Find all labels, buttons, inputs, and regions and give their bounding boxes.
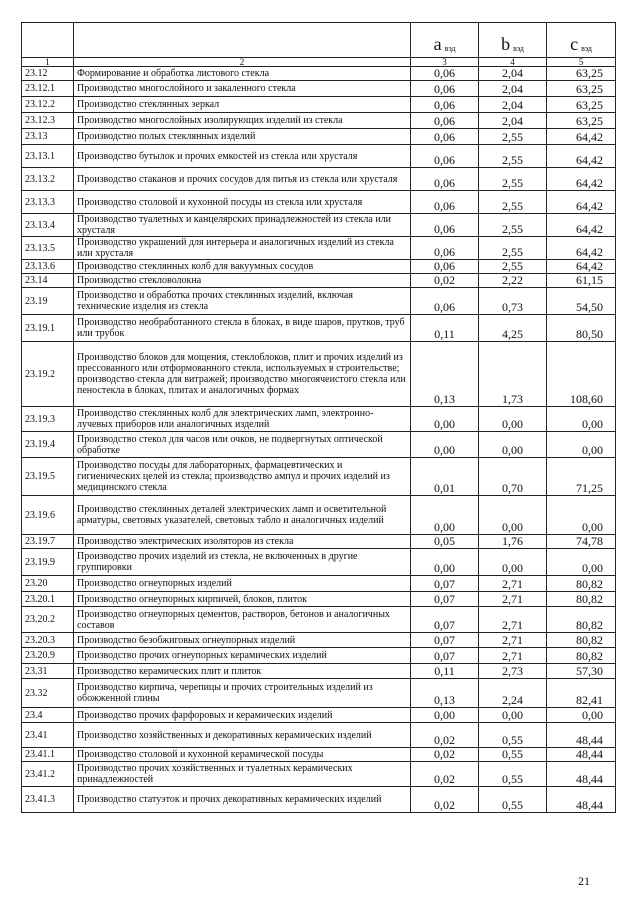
row-code: 23.13.5 [22,237,74,260]
row-value-c: 0,00 [547,432,616,458]
row-code: 23.20 [22,576,74,592]
row-value-b: 1,73 [479,342,547,407]
row-value-b: 2,24 [479,679,547,708]
row-value-a: 0,06 [411,97,479,113]
row-value-b: 0,00 [479,496,547,535]
row-value-c: 0,00 [547,407,616,432]
row-value-c: 64,42 [547,191,616,214]
table-row [22,535,616,549]
row-name: Производство безобжиговых огнеупорных изделий [74,633,411,648]
row-code: 23.19.2 [22,342,74,407]
table-row [22,708,616,723]
table-row [22,432,616,458]
row-code: 23.12.2 [22,97,74,113]
table-row [22,214,616,237]
row-value-c: 57,30 [547,664,616,679]
table-row [22,67,616,81]
row-value-c: 48,44 [547,748,616,762]
row-value-c: 108,60 [547,342,616,407]
row-value-c: 64,42 [547,145,616,168]
row-value-b: 0,55 [479,787,547,813]
row-code: 23.14 [22,274,74,288]
row-name: Производство и обработка прочих стеклянных изделий, включая технические изделия из стекла [74,288,411,315]
row-code: 23.13.3 [22,191,74,214]
table-row [22,288,616,315]
row-name: Производство стеклянных зеркал [74,97,411,113]
row-value-a: 0,00 [411,549,479,576]
header-name-cell [74,23,411,58]
table-row [22,762,616,787]
row-name: Производство прочих огнеупорных керамических изделий [74,648,411,664]
table-row [22,549,616,576]
row-name: Производство туалетных и канцелярских принадлежностей из стекла или хрусталя [74,214,411,237]
row-code: 23.41.3 [22,787,74,813]
row-value-b: 2,55 [479,237,547,260]
table-row [22,407,616,432]
row-code: 23.20.3 [22,633,74,648]
row-name: Производство огнеупорных цементов, растворов, бетонов и аналогичных составов [74,607,411,633]
row-value-b: 2,71 [479,648,547,664]
table-row [22,274,616,288]
row-value-b: 2,04 [479,97,547,113]
header-row [22,23,616,58]
row-code: 23.12.3 [22,113,74,129]
table-row [22,458,616,496]
row-name: Производство столовой и кухонной керамической посуды [74,748,411,762]
row-name: Производство стекловолокна [74,274,411,288]
row-value-a: 0,11 [411,664,479,679]
row-value-b: 0,00 [479,549,547,576]
row-value-a: 0,06 [411,145,479,168]
header-code-cell [22,23,74,58]
header-col-c-sub: вэд [581,44,592,53]
row-value-a: 0,11 [411,315,479,342]
row-code: 23.19.6 [22,496,74,535]
row-value-c: 80,50 [547,315,616,342]
row-value-c: 63,25 [547,113,616,129]
header-col-a-sub: вэд [444,44,456,53]
coefficients-table [21,22,616,813]
row-value-b: 2,71 [479,633,547,648]
header-col-b [479,23,547,58]
row-value-a: 0,06 [411,81,479,97]
row-value-a: 0,07 [411,592,479,607]
page-number: 21 [578,874,590,888]
table-row [22,576,616,592]
row-value-c: 0,00 [547,549,616,576]
row-name: Производство стеклянных деталей электрических ламп и осветительной арматуры, световых указателей, световых табло и аналогичных изделий [74,496,411,535]
row-value-c: 48,44 [547,787,616,813]
row-value-c: 80,82 [547,592,616,607]
row-value-a: 0,02 [411,274,479,288]
row-value-a: 0,01 [411,458,479,496]
row-value-c: 64,42 [547,214,616,237]
row-value-a: 0,07 [411,633,479,648]
column-number: 3 [411,58,479,67]
row-value-c: 0,00 [547,708,616,723]
row-code: 23.41 [22,723,74,748]
column-number: 2 [74,58,411,67]
table-row [22,237,616,260]
row-code: 23.19.1 [22,315,74,342]
row-code: 23.19.4 [22,432,74,458]
row-value-a: 0,05 [411,535,479,549]
row-value-a: 0,02 [411,787,479,813]
row-name: Производство хозяйственных и декоративных керамических изделий [74,723,411,748]
row-value-b: 4,25 [479,315,547,342]
row-name: Производство столовой и кухонной посуды из стекла или хрусталя [74,191,411,214]
row-name: Формирование и обработка листового стекла [74,67,411,81]
row-name: Производство стеклянных колб для электрических ламп, электронно-лучевых приборов или аналогичных изделий [74,407,411,432]
row-value-b: 1,76 [479,535,547,549]
row-value-a: 0,06 [411,260,479,274]
row-name: Производство посуды для лабораторных, фармацевтических и гигиенических целей из стекла; производство ампул и прочих изделий из медицинского стекла [74,458,411,496]
row-value-a: 0,13 [411,679,479,708]
column-number-row [22,58,616,67]
table-row [22,168,616,191]
row-value-c: 80,82 [547,633,616,648]
row-value-b: 0,55 [479,748,547,762]
table-row [22,787,616,813]
row-value-a: 0,07 [411,607,479,633]
row-value-c: 64,42 [547,260,616,274]
row-value-b: 2,55 [479,191,547,214]
row-value-b: 0,70 [479,458,547,496]
row-name: Производство кирпича, черепицы и прочих строительных изделий из обожженной глины [74,679,411,708]
row-code: 23.20.1 [22,592,74,607]
row-value-b: 0,55 [479,762,547,787]
table-row [22,496,616,535]
row-value-a: 0,00 [411,407,479,432]
header-col-b-sub: вэд [513,44,524,53]
table-row [22,97,616,113]
row-code: 23.13.2 [22,168,74,191]
table-row [22,191,616,214]
row-code: 23.32 [22,679,74,708]
table-row [22,129,616,145]
row-value-b: 2,55 [479,214,547,237]
table-row [22,607,616,633]
row-value-b: 2,73 [479,664,547,679]
row-value-c: 80,82 [547,648,616,664]
row-value-c: 80,82 [547,576,616,592]
row-code: 23.12 [22,67,74,81]
table-row [22,592,616,607]
row-value-b: 2,55 [479,129,547,145]
table-row [22,633,616,648]
row-name: Производство огнеупорных изделий [74,576,411,592]
table-row [22,748,616,762]
row-value-c: 82,41 [547,679,616,708]
row-value-a: 0,02 [411,723,479,748]
row-name: Производство стаканов и прочих сосудов для питья из стекла или хрусталя [74,168,411,191]
row-value-a: 0,02 [411,762,479,787]
table-row [22,664,616,679]
row-code: 23.20.2 [22,607,74,633]
row-name: Производство стеклянных колб для вакуумных сосудов [74,260,411,274]
row-value-a: 0,06 [411,288,479,315]
column-number: 4 [479,58,547,67]
row-name: Производство многослойного и закаленного стекла [74,81,411,97]
row-value-c: 54,50 [547,288,616,315]
row-value-a: 0,06 [411,168,479,191]
table-row [22,260,616,274]
header-col-b-letter: b [501,34,511,54]
row-value-a: 0,02 [411,748,479,762]
row-value-a: 0,00 [411,432,479,458]
row-value-a: 0,06 [411,191,479,214]
row-value-b: 2,71 [479,576,547,592]
row-value-b: 2,71 [479,592,547,607]
row-value-b: 2,55 [479,168,547,191]
header-col-c [547,23,616,58]
row-name: Производство украшений для интерьера и аналогичных изделий из стекла или хрусталя [74,237,411,260]
row-value-a: 0,06 [411,214,479,237]
row-value-c: 61,15 [547,274,616,288]
table-row [22,679,616,708]
row-value-c: 0,00 [547,496,616,535]
column-number: 1 [22,58,74,67]
row-code: 23.19 [22,288,74,315]
row-value-c: 63,25 [547,81,616,97]
row-value-c: 71,25 [547,458,616,496]
row-code: 23.13.4 [22,214,74,237]
row-value-a: 0,06 [411,129,479,145]
row-value-a: 0,06 [411,237,479,260]
row-code: 23.31 [22,664,74,679]
row-value-b: 2,04 [479,67,547,81]
row-name: Производство прочих фарфоровых и керамических изделий [74,708,411,723]
row-value-c: 48,44 [547,762,616,787]
header-col-a [411,23,479,58]
row-name: Производство огнеупорных кирпичей, блоков, плиток [74,592,411,607]
row-code: 23.20.9 [22,648,74,664]
row-name: Производство бутылок и прочих емкостей из стекла или хрусталя [74,145,411,168]
table-row [22,81,616,97]
table-row [22,648,616,664]
row-value-c: 80,82 [547,607,616,633]
row-value-c: 74,78 [547,535,616,549]
row-name: Производство статуэток и прочих декоративных керамических изделий [74,787,411,813]
row-value-a: 0,06 [411,67,479,81]
row-code: 23.4 [22,708,74,723]
row-value-b: 0,55 [479,723,547,748]
header-col-c-letter: c [570,34,579,54]
row-value-b: 2,22 [479,274,547,288]
row-value-c: 64,42 [547,129,616,145]
row-name: Производство блоков для мощения, стеклоблоков, плит и прочих изделий из прессованного или отформованного стекла, используемых в строительстве; производство стекла для витражей; производство многоячеистого стекла или пеностекла в блоках, плитах и аналогичных формах [74,342,411,407]
row-code: 23.13 [22,129,74,145]
table-row [22,342,616,407]
row-code: 23.19.9 [22,549,74,576]
table-row [22,723,616,748]
row-value-c: 64,42 [547,237,616,260]
row-value-c: 63,25 [547,67,616,81]
column-number: 5 [547,58,616,67]
row-value-a: 0,07 [411,648,479,664]
row-value-b: 2,04 [479,81,547,97]
row-value-b: 2,04 [479,113,547,129]
row-code: 23.12.1 [22,81,74,97]
row-name: Производство электрических изоляторов из стекла [74,535,411,549]
header-col-a-letter: a [433,34,442,54]
row-name: Производство многослойных изолирующих изделий из стекла [74,113,411,129]
row-value-b: 2,55 [479,260,547,274]
row-name: Производство керамических плит и плиток [74,664,411,679]
row-value-c: 64,42 [547,168,616,191]
row-value-b: 0,00 [479,407,547,432]
row-name: Производство необработанного стекла в блоках, в виде шаров, прутков, труб или трубок [74,315,411,342]
row-name: Производство прочих хозяйственных и туалетных керамических принадлежностей [74,762,411,787]
row-value-a: 0,07 [411,576,479,592]
row-code: 23.13.6 [22,260,74,274]
table-row [22,145,616,168]
row-value-a: 0,00 [411,708,479,723]
row-name: Производство прочих изделий из стекла, не включенных в другие группировки [74,549,411,576]
row-code: 23.19.5 [22,458,74,496]
row-code: 23.41.2 [22,762,74,787]
row-value-b: 0,00 [479,432,547,458]
row-value-a: 0,00 [411,496,479,535]
table-body [22,67,616,813]
row-code: 23.19.3 [22,407,74,432]
row-name: Производство полых стеклянных изделий [74,129,411,145]
row-code: 23.19.7 [22,535,74,549]
row-value-a: 0,13 [411,342,479,407]
row-value-b: 0,00 [479,708,547,723]
row-value-b: 2,71 [479,607,547,633]
table-row [22,113,616,129]
table-row [22,315,616,342]
row-value-c: 63,25 [547,97,616,113]
row-value-a: 0,06 [411,113,479,129]
row-name: Производство стекол для часов или очков, не подвергнутых оптической обработке [74,432,411,458]
row-value-c: 48,44 [547,723,616,748]
row-value-b: 0,73 [479,288,547,315]
row-code: 23.13.1 [22,145,74,168]
row-code: 23.41.1 [22,748,74,762]
row-value-b: 2,55 [479,145,547,168]
